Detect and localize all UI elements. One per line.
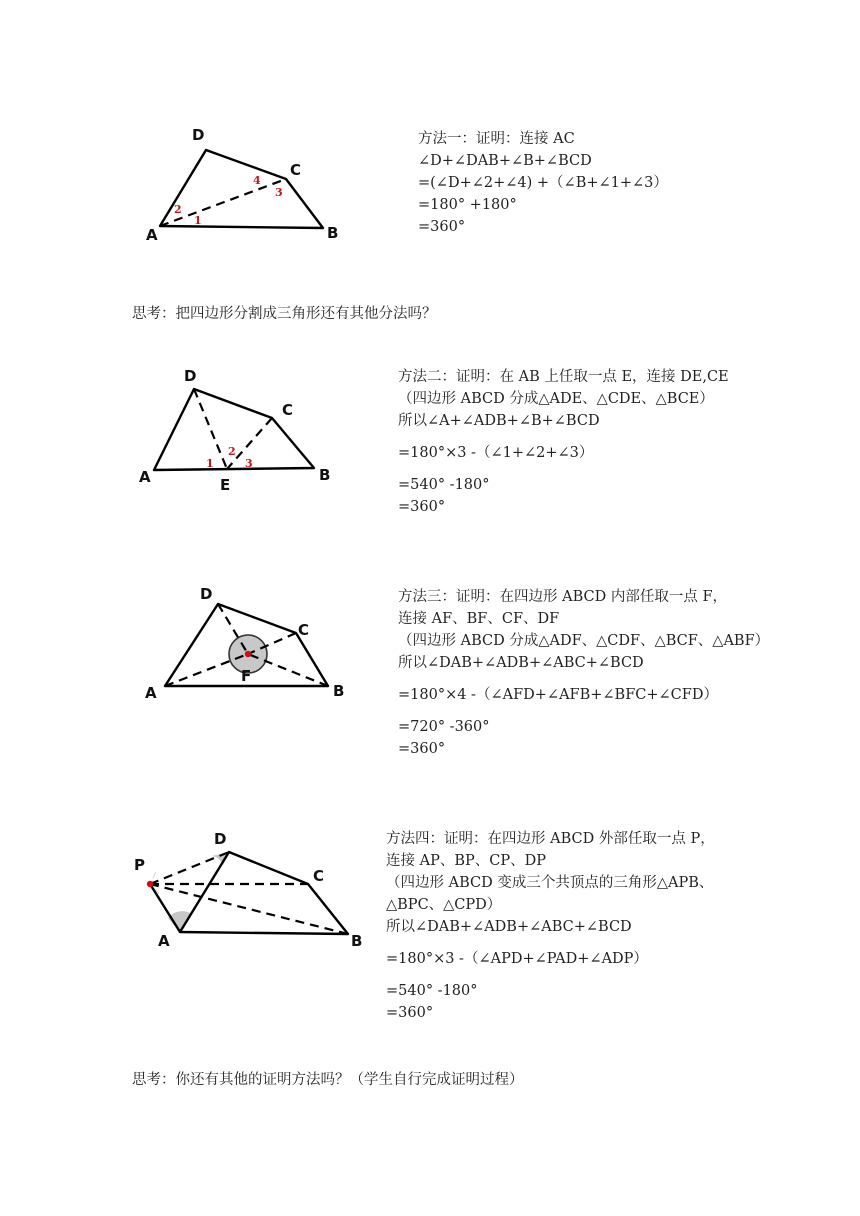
proof-line: =180°×3 -（∠APD+∠PAD+∠ADP）	[386, 951, 648, 967]
proof-line: =360°	[398, 499, 446, 515]
figure-method-4	[130, 824, 370, 954]
thinking-question-1: 思考：把四边形分割成三角形还有其他分法吗？	[132, 306, 437, 322]
angle-mark-pad	[168, 911, 192, 932]
vertex-label-a: A	[146, 226, 158, 244]
proof-line: 方法二：证明：在 AB 上任取一点 E，连接 DE,CE	[398, 369, 729, 385]
proof-line: （四边形 ABCD 分成△ADF、△CDF、△BCF、△ABF）	[398, 633, 770, 649]
vertex-label-c: C	[313, 867, 325, 885]
thinking-question-2: 思考：你还有其他的证明方法吗？（学生自行完成证明过程）	[132, 1072, 524, 1088]
proof-line: 方法四：证明：在四边形 ABCD 外部任取一点 P，	[386, 831, 715, 847]
figure-method-3	[130, 580, 360, 705]
proof-line: =180° +180°	[418, 197, 517, 213]
vertex-label-c: C	[290, 161, 302, 179]
proof-line: 所以∠DAB+∠ADB+∠ABC+∠BCD	[386, 919, 632, 935]
proof-line: 连接 AP、BP、CP、DP	[386, 853, 546, 869]
angle-label-3: 3	[275, 186, 283, 199]
vertex-label-c: C	[298, 621, 310, 639]
angle-label-3: 3	[245, 457, 253, 470]
proof-line: ∠D+∠DAB+∠B+∠BCD	[418, 153, 592, 169]
figure-method-1	[130, 118, 370, 248]
proof-line: =720° -360°	[398, 719, 490, 735]
quadrilateral-abcd	[180, 852, 348, 934]
proof-method-1	[418, 128, 668, 238]
proof-line: 所以∠DAB+∠ADB+∠ABC+∠BCD	[398, 655, 644, 671]
vertex-label-b: B	[333, 682, 345, 700]
proof-line: =540° -180°	[398, 477, 490, 493]
angle-label-2: 2	[228, 445, 236, 458]
proof-line: =360°	[386, 1005, 434, 1021]
point-f-dot	[245, 651, 251, 657]
angle-label-4: 4	[253, 174, 261, 187]
vertex-label-a: A	[158, 932, 170, 950]
vertex-label-a: A	[145, 684, 157, 702]
vertex-label-c: C	[282, 401, 294, 419]
proof-line: =180°×3 -（∠1+∠2+∠3）	[398, 445, 594, 461]
vertex-label-d: D	[200, 585, 213, 603]
angle-label-1: 1	[194, 214, 202, 227]
point-label-e: E	[220, 476, 231, 494]
proof-line: 方法三：证明：在四边形 ABCD 内部任取一点 F，	[398, 589, 728, 605]
proof-line: 所以∠A+∠ADB+∠B+∠BCD	[398, 413, 600, 429]
vertex-label-b: B	[327, 224, 339, 242]
segment-ap	[150, 884, 180, 932]
proof-line: △BPC、△CPD）	[386, 897, 502, 913]
proof-line: =(∠D+∠2+∠4) +（∠B+∠1+∠3）	[418, 175, 668, 191]
angle-label-1: 1	[206, 457, 214, 470]
proof-line: =360°	[398, 741, 446, 757]
proof-line: =540° -180°	[386, 983, 478, 999]
vertex-label-b: B	[351, 932, 363, 950]
point-label-f: F	[241, 667, 252, 685]
proof-method-3	[398, 586, 769, 760]
vertex-label-d: D	[214, 830, 227, 848]
vertex-label-d: D	[192, 126, 205, 144]
proof-line: 连接 AF、BF、CF、DF	[398, 611, 560, 627]
vertex-label-a: A	[139, 468, 151, 486]
angle-label-2: 2	[174, 203, 182, 216]
point-label-p: P	[134, 856, 145, 874]
figure-method-2	[130, 362, 350, 492]
vertex-label-b: B	[319, 466, 331, 484]
segment-af	[165, 654, 248, 686]
proof-line: （四边形 ABCD 变成三个共顶点的三角形△APB、	[386, 875, 714, 891]
proof-method-4	[386, 828, 715, 1024]
proof-method-2	[398, 366, 729, 518]
proof-line: 方法一：证明：连接 AC	[418, 131, 575, 147]
point-p-dot	[147, 881, 153, 887]
vertex-label-d: D	[184, 367, 197, 385]
proof-line: =180°×4 -（∠AFD+∠AFB+∠BFC+∠CFD）	[398, 687, 718, 703]
proof-line: =360°	[418, 219, 466, 235]
proof-line: （四边形 ABCD 分成△ADE、△CDE、△BCE）	[398, 391, 714, 407]
